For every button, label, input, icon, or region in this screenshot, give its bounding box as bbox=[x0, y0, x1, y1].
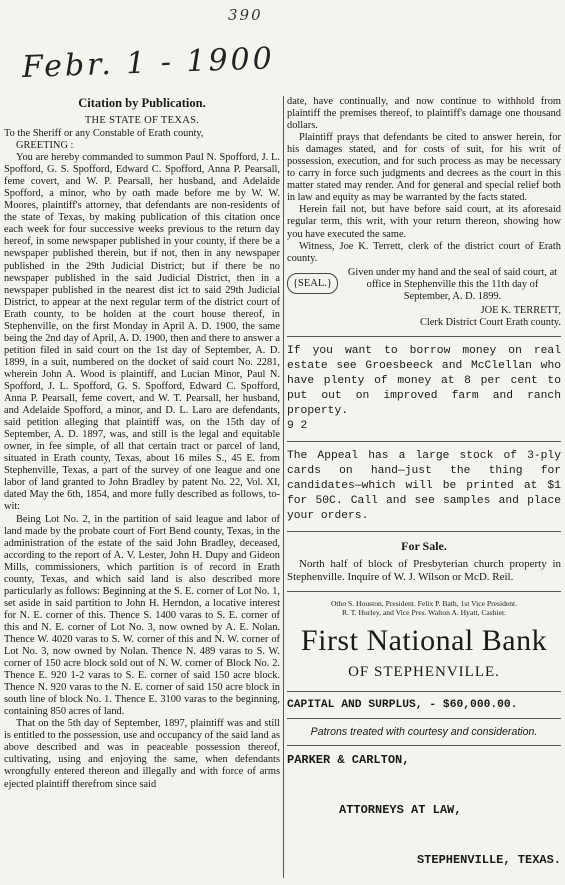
divider bbox=[287, 745, 561, 746]
bank-city: OF STEPHENVILLE. bbox=[348, 663, 500, 680]
divider bbox=[287, 441, 561, 442]
bank-name: First National Bank bbox=[300, 623, 548, 657]
divider bbox=[287, 336, 561, 337]
signer-name: JOE K. TERRETT, bbox=[480, 304, 561, 316]
citation-paragraph-5: Plaintiff prays that defendants be cited to answer herein, for his damages stated, and for costs of suit, for his writ of possession, execution, and for such process as may be necessary to carry in force such judgments and decrees as the court in this matter stated may render. And for general and special relief both in law and equity as may be warranted by the facts stated. bbox=[287, 132, 561, 204]
bank-patrons: Patrons treated with courtesy and consideration. bbox=[310, 725, 538, 738]
signer-title: Clerk District Court Erath county. bbox=[419, 316, 561, 328]
citation-to-sheriff: To the Sheriff or any Constable of Erath county, bbox=[4, 128, 204, 139]
ad-money-number: 9 2 bbox=[287, 419, 308, 432]
divider bbox=[287, 691, 561, 692]
for-sale-text: North half of block of Presbyterian church property in Stephenville. Inquire of W. J. Wilson or McD. Reil. bbox=[287, 557, 561, 583]
handwritten-date: Febr. 1 - 1900 bbox=[21, 41, 276, 85]
page-number: 390 bbox=[228, 6, 263, 24]
divider bbox=[287, 718, 561, 719]
divider bbox=[287, 531, 561, 532]
ad-appeal-text: The Appeal has a large stock of 3-ply cards on hand—just the thing for candidates—which will be printed at $1 for 50C. Call and see samples and place your orders. bbox=[287, 449, 561, 522]
bank-officers-1: Otho S. Houston, President. Felix P. Bath, 1st Vice President. bbox=[330, 598, 518, 608]
attorney-city: STEPHENVILLE, TEXAS. bbox=[416, 852, 561, 867]
bank-officers-2: R. T. Hurley, and Vice Pres. Walton A. Hyatt, Cashier. bbox=[341, 608, 507, 618]
attorney-firm: PARKER & CARLTON, bbox=[287, 752, 410, 767]
citation-paragraph-8: Given under my hand and the seal of said court, at office in Stephenville this the 11th day of September, A. D. 1899. bbox=[347, 266, 558, 302]
right-column bbox=[287, 96, 561, 881]
citation-paragraph-4: date, have continually, and now continue to withhold from plaintiff the premises thereof, to plaintiff's damage one thousand dollars. bbox=[287, 96, 561, 132]
seal-block bbox=[287, 267, 561, 303]
citation-paragraph-6: Herein fail not, but have before said court, at its aforesaid regular term, this writ, with your return thereon, showing how you have executed the same. bbox=[287, 204, 561, 240]
left-column bbox=[4, 96, 280, 881]
citation-paragraph-7: Witness, Joe K. Terrett, clerk of the district court of Erath county. bbox=[287, 240, 561, 264]
for-sale-heading: For Sale. bbox=[401, 538, 447, 553]
citation-heading: Citation by Publication. bbox=[78, 96, 206, 110]
divider bbox=[287, 591, 561, 592]
citation-paragraph-2: Being Lot No. 2, in the partition of said league and labor of land made by the probate court of Fort Bend county, Texas, in the administration of the estate of the said John Bradley, deceased, according to the report of A. V. Lester, John H. Dupy and Gideon Mills, commissioners, which partition is of record in Erath county, Texas, and which said land is also described more particularly as follows: Beginning at the S. E. corner of Lot No. 1, set aside in said partition to John H. Herndon, a locative interest for N. E. corner of this. Thence S. 1400 varas to S. E. corner of this and N. E. corner of Lot No. 3, now owned by A. E. Nolan. Thence W. 4020 varas to S. W. corner of this and N. W. corner of Lot No. 3, now owned by Nolan. Thence N. 489 varas to S. W. corner of 150 acre block sold out of N. W. corner of Block No. 2. Thence E. 920 1-2 varas to S. E. corner of said 150 acre block. Thence N. 920 varas to the N. E. corner of said 150 acre block in south line of block No. 1. Thence E. 3100 varas to the beginning, containing 850 acres of land. bbox=[4, 513, 280, 718]
column-divider bbox=[283, 96, 284, 878]
citation-paragraph-3: That on the 5th day of September, 1897, plaintiff was and still is entitled to the possession, use and occupancy of the said land as above described and was in peaceable possession thereof, cultivating, using and enjoying the same, when defendants wrongfully entered thereon and illegally and with force of arms ejected plaintiff therefrom since said bbox=[4, 718, 280, 790]
ad-money-text: If you want to borrow money on real estate see Groesbeeck and McClellan who have plenty of money at 8 per cent to put out on improved farm and ranch property. bbox=[287, 344, 561, 417]
citation-greeting: GREETING : bbox=[16, 140, 74, 152]
bank-capital: CAPITAL AND SURPLUS, - $60,000.00. bbox=[287, 698, 518, 711]
attorney-title: ATTORNEYS AT LAW, bbox=[339, 802, 462, 817]
citation-paragraph-1: You are hereby commanded to summon Paul N. Spofford, J. L. Spofford, G. S. Spofford, Edward C. Spofford, Anna P. Pearsall, feme covert, and W. P. Pearsall, her husband, and Adelaide Spofford, a minor, who by oath made before me by W. W. Moores, plaintiff's attorney, that defendants are non-residents of the state of Texas, by making publication of this citation once each week for four successive weeks previous to the return day hereof, in some newspaper published in your county, if there be a newspaper published therein, but if not, then in any newspaper published in the 29th Judicial District; but if there be no newspaper published in the said Judicial District, then in a newspaper published in the nearest dist ict to said 29th Judicial District, to appear at the next regular term of the district court of Erath county, to be holden at the court house thereof, in Stephenville, on the first Monday in April A. D. 1900, the same being the 2nd day of April, A. D. 1900, then and there to answer a petition filed in said court on the 1st day of September, A. D. 1899, in a suit, numbered on the docket of said court No. 2281, wherein John A. Wood is plaintiff, and Lucian Minor, Paul N. Spofford, J. L. Spofford, G. S. Spofford, Edward C. Spofford, Anna P. Pearsall, feme covert, and W. T. Pearsall, her husband, and Adelaide Spofford, a minor, and D. L. Laro are defendants, said petition alleging that plaintiff was, on the 15th day of September, A. D. 1897, was, and still is the legal and equitable owner, in fee simple, of all that certain tract or parcel of land, situated in Erath county, Texas, about 16 miles S., 45 E. from Stephenville, Texas, a part of the survey of one league and one labor of land granted to John Bradley by patent No. 22, Vol. XI, dated May the 6th, 1854, and more fully described as follows, to-wit: bbox=[4, 152, 280, 513]
citation-state: THE STATE OF TEXAS. bbox=[84, 115, 200, 126]
court-seal: {SEAL.} bbox=[287, 273, 338, 294]
